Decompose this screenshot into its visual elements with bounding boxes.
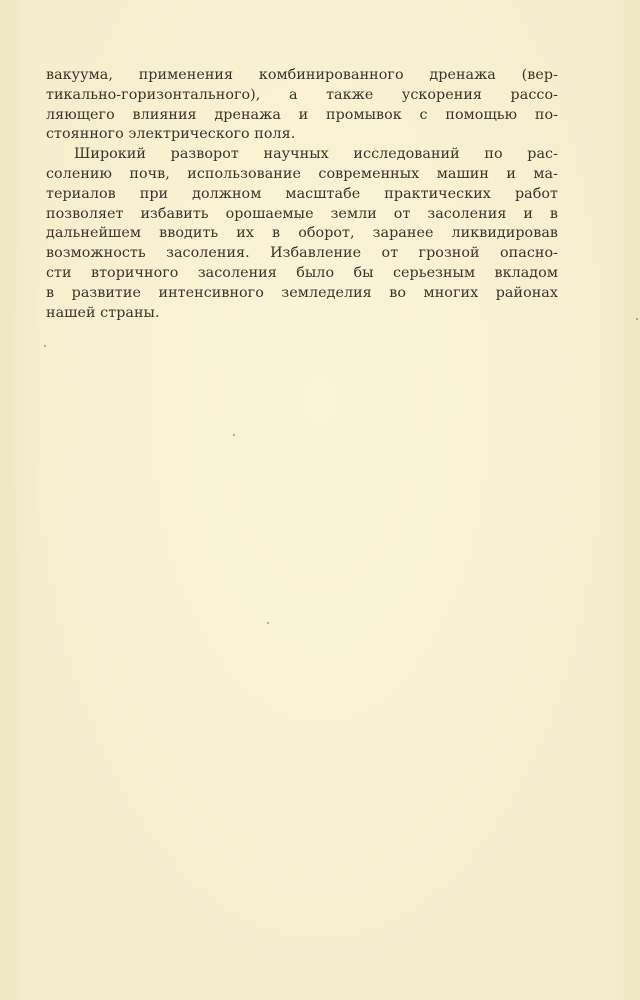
- text-line: ляющего влияния дренажа и промывок с помощью по-: [46, 106, 558, 123]
- text-line: тикально-горизонтального), а также ускорения рассо-: [46, 86, 558, 103]
- text-line: солению почв, использование современных машин и ма-: [46, 165, 558, 182]
- text-line: возможность засоления. Избавление от грозной опасно-: [46, 245, 558, 262]
- paper-speck: [233, 434, 235, 436]
- paper-speck: [44, 345, 46, 347]
- text-line: в развитие интенсивного земледелия во многих районах: [46, 284, 558, 301]
- text-line: сти вторичного засоления было бы серьезным вкладом: [46, 264, 558, 281]
- text-line: териалов при должном масштабе практических работ: [46, 185, 558, 202]
- text-line: вакуума, применения комбинированного дренажа (вер-: [46, 67, 558, 83]
- text-line: стоянного электрического поля.: [46, 126, 296, 143]
- text-line: дальнейшем вводить их в оборот, заранее ликвидировав: [46, 225, 558, 242]
- body-text: [46, 66, 558, 323]
- text-line: позволяет избавить орошаемые земли от засоления и в: [46, 205, 558, 222]
- paragraph-1: [46, 66, 558, 145]
- paper-speck: [267, 622, 269, 624]
- text-line: Широкий разворот научных исследований по рас-: [74, 146, 558, 163]
- paragraph-2: [46, 145, 558, 323]
- text-line: нашей страны.: [46, 304, 160, 321]
- paper-speck: [636, 318, 638, 320]
